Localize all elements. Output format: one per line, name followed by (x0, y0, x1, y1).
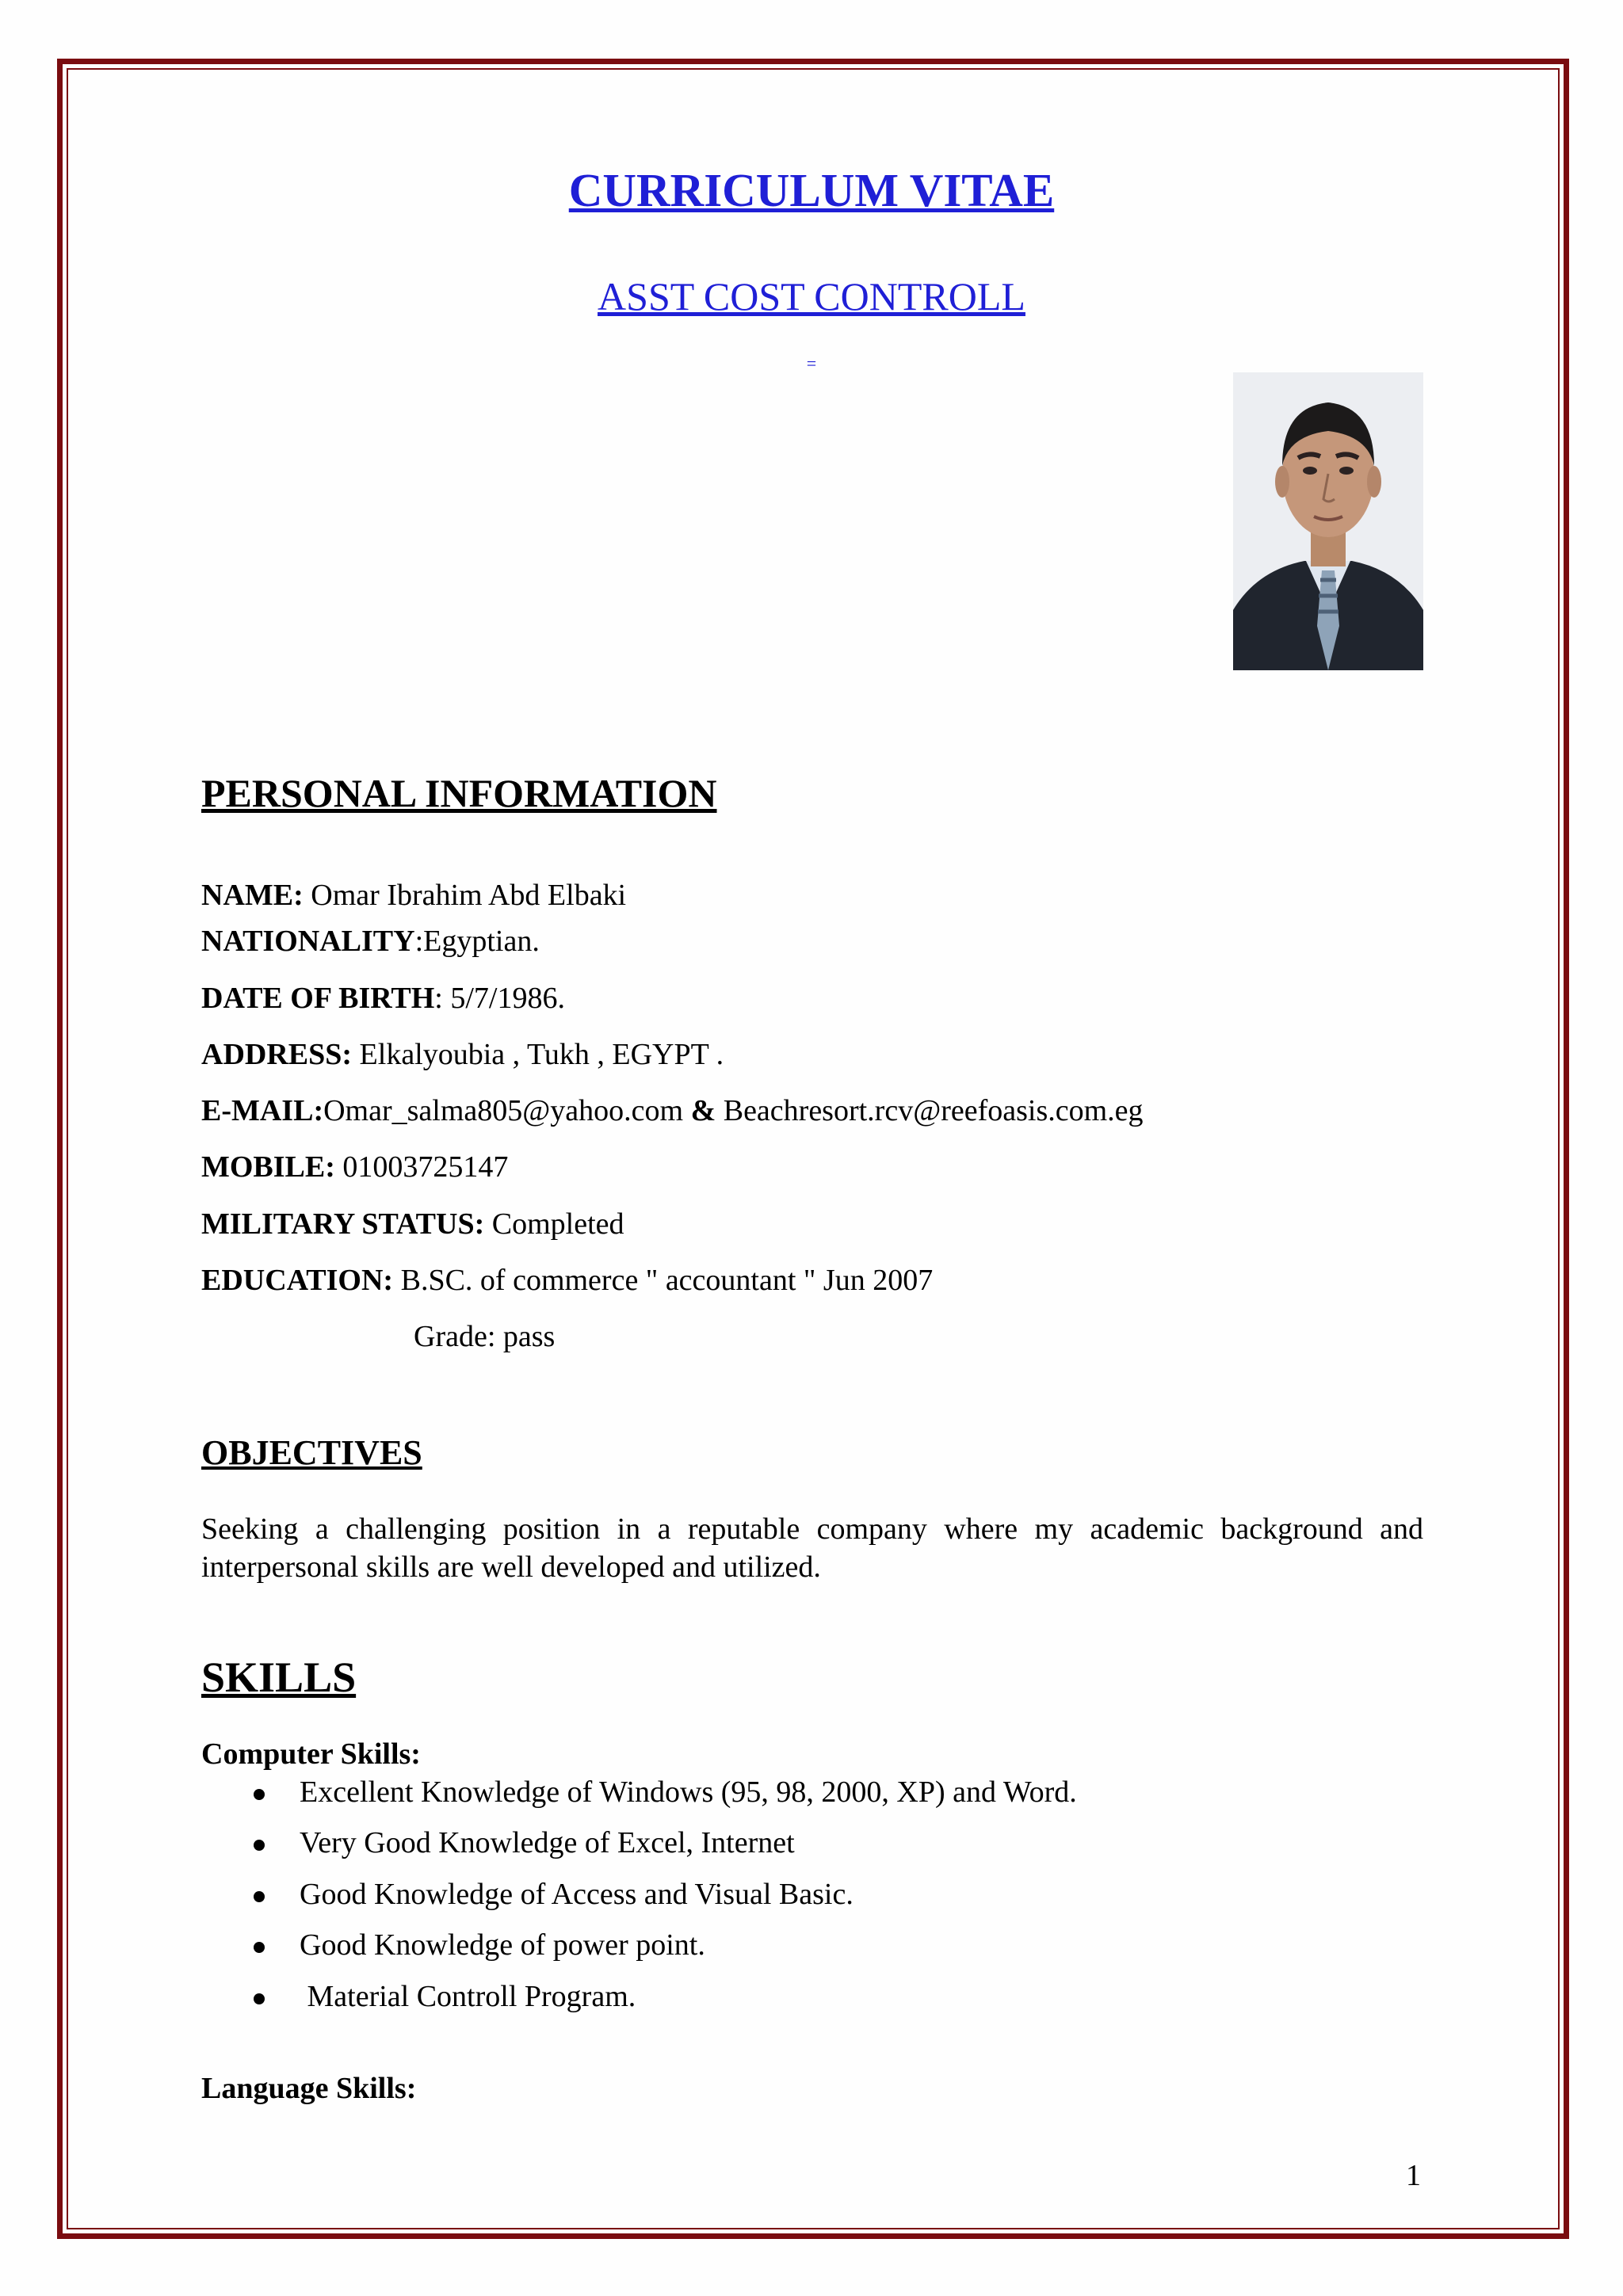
education-row (201, 1263, 933, 1298)
job-title: ASST COST CONTROLL (598, 274, 1025, 318)
header-mark: = (806, 353, 817, 373)
bullet-icon (254, 1891, 265, 1902)
language-skills-heading: Language Skills: (201, 2072, 417, 2105)
email-value-2: Beachresort.rcv@reefoasis.com.eg (716, 1094, 1144, 1127)
grade: Grade: pass (414, 1320, 556, 1353)
mobile-label: MOBILE: (201, 1150, 335, 1184)
dob-row (201, 981, 565, 1016)
nationality-value: :Egyptian. (414, 925, 540, 958)
objectives-heading: OBJECTIVES (201, 1433, 422, 1472)
military-value: Completed (484, 1207, 624, 1241)
bullet-icon (254, 1789, 265, 1800)
profile-photo (1233, 372, 1423, 670)
list-item: Good Knowledge of power point. (300, 1928, 705, 1962)
objectives-text: Seeking a challenging position in a reputable company where my academic background and interpersonal skills are well developed and utilized. (201, 1512, 1423, 1584)
military-row (201, 1207, 624, 1241)
address-row (201, 1037, 724, 1072)
list-item: Material Controll Program. (300, 1980, 636, 2013)
address-label: ADDRESS: (201, 1038, 353, 1071)
education-value: B.SC. of commerce " accountant " Jun 2007 (393, 1264, 934, 1297)
skills-heading: SKILLS (201, 1653, 357, 1701)
bullet-icon (254, 1942, 265, 1953)
address-value: Elkalyoubia , Tukh , EGYPT . (352, 1038, 724, 1071)
personal-info-heading: PERSONAL INFORMATION (201, 771, 717, 815)
name-value: Omar Ibrahim Abd Elbaki (303, 879, 627, 912)
nationality-label: NATIONALITY (201, 925, 415, 958)
email-value-1: Omar_salma805@yahoo.com (323, 1094, 691, 1127)
computer-skills-heading: Computer Skills: (201, 1737, 421, 1771)
name-row (201, 878, 626, 913)
nationality-row (201, 924, 540, 959)
list-item: Very Good Knowledge of Excel, Internet (300, 1826, 795, 1859)
email-label: E-MAIL: (201, 1094, 324, 1127)
name-label: NAME: (201, 879, 304, 912)
dob-label: DATE OF BIRTH (201, 982, 435, 1015)
mobile-row (201, 1150, 508, 1184)
list-item: Good Knowledge of Access and Visual Basic. (300, 1878, 854, 1911)
dob-value: : 5/7/1986. (434, 982, 565, 1015)
page-number: 1 (1406, 2159, 1421, 2192)
cv-title: CURRICULUM VITAE (568, 164, 1055, 216)
education-label: EDUCATION: (201, 1264, 394, 1297)
mobile-value: 01003725147 (334, 1150, 509, 1184)
military-label: MILITARY STATUS: (201, 1207, 485, 1241)
email-row (201, 1093, 1144, 1128)
email-ampersand: & (690, 1094, 716, 1127)
bullet-icon (254, 1840, 265, 1851)
bullet-icon (254, 1993, 265, 2004)
list-item: Excellent Knowledge of Windows (95, 98, 2000, XP) and Word. (300, 1775, 1077, 1809)
